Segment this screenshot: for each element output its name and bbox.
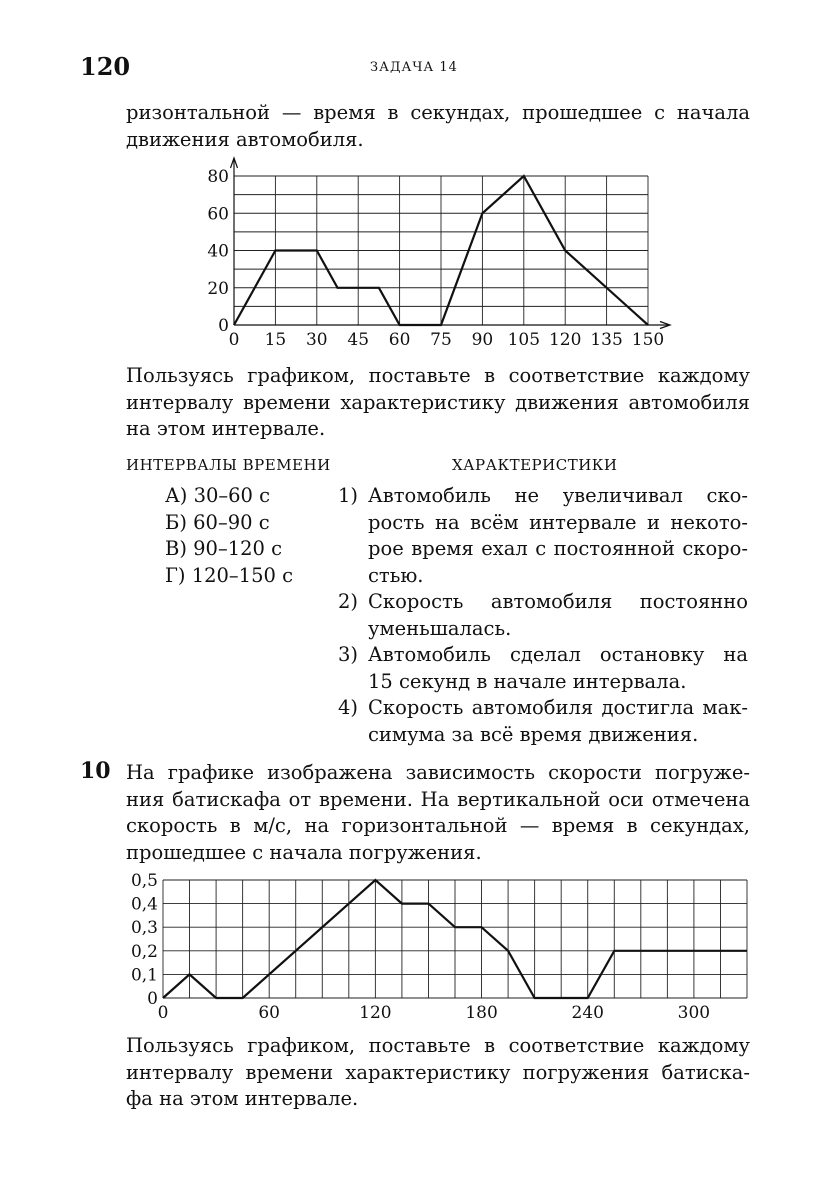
question-line: Пользуясь графиком, поставьте в соответствие каждому: [126, 364, 750, 387]
characteristic-number: 1): [338, 484, 359, 507]
interval-item: Б) 60–90 с: [165, 510, 270, 534]
car-speed-x-tick-label: 105: [507, 330, 541, 350]
car-speed-x-tick-label: 0: [228, 330, 240, 350]
car-speed-x-tick-label: 15: [264, 330, 287, 350]
car-speed-x-tick-label: 75: [430, 330, 452, 350]
characteristics-header: ХАРАКТЕРИСТИКИ: [452, 456, 618, 474]
car-speed-x-tick-label: 60: [388, 330, 411, 350]
bathyscaphe-speed-y-tick-label: 0,4: [130, 894, 158, 915]
intervals-list: [165, 483, 293, 589]
question-paragraph: [126, 363, 750, 443]
bathyscaphe-speed-y-tick-label: 0: [147, 989, 158, 1009]
task10-line: На графике изображена зависимость скорости погруже-: [126, 761, 750, 784]
characteristic-line: Автомобиль не увеличивал ско-: [368, 484, 748, 507]
car-speed-y-tick-label: 20: [207, 278, 229, 299]
car-speed-x-tick-label: 45: [347, 330, 370, 350]
characteristic-line: рое время ехал с постоянной скоро-: [368, 537, 748, 560]
characteristic-line: Скорость автомобиля постоянно: [368, 590, 748, 613]
bathyscaphe-speed-y-tick-label: 0,2: [130, 941, 158, 962]
characteristic-line: Автомобиль сделал остановку на: [368, 643, 748, 666]
task10-line: прошедшее с начала погружения.: [126, 840, 482, 864]
characteristic-number: 4): [338, 696, 359, 719]
bathyscaphe-speed-x-tick-label: 180: [465, 1003, 498, 1023]
car-speed-x-tick-label: 150: [631, 330, 665, 350]
car-speed-x-tick-label: 135: [590, 330, 623, 350]
bathyscaphe-speed-x-tick-label: 120: [359, 1003, 392, 1023]
running-title: ЗАДАЧА 14: [370, 60, 458, 75]
interval-item: В) 90–120 с: [165, 537, 283, 560]
task10-paragraph: [126, 760, 750, 866]
interval-item: А) 30–60 с: [165, 484, 271, 507]
intervals-header: ИНТЕРВАЛЫ ВРЕМЕНИ: [126, 456, 331, 474]
task10-question-line: Пользуясь графиком, поставьте в соответствие каждому: [126, 1034, 750, 1057]
characteristic-line: 15 секунд в начале интервала.: [368, 669, 687, 693]
interval-item: Г) 120–150 с: [165, 563, 294, 587]
characteristic-item: [338, 589, 748, 642]
question-line: интервалу времени характеристику движения автомобиля: [126, 390, 750, 414]
question-line: на этом интервале.: [126, 417, 326, 440]
task10-question: [126, 1033, 750, 1113]
bathyscaphe-speed-y-tick-label: 0,5: [130, 871, 158, 891]
characteristic-line: симума за всё время движения.: [368, 722, 699, 746]
intro-line: движения автомобиля.: [126, 127, 364, 151]
characteristic-line: уменьшалась.: [368, 616, 512, 640]
characteristic-item: [338, 695, 748, 748]
bathyscaphe-speed-x-tick-label: 300: [677, 1003, 711, 1023]
characteristic-line: стью.: [368, 563, 424, 587]
task10-line: скорость в м/с, на горизонтальной — время в секундах,: [126, 814, 750, 837]
task10-question-line: фа на этом интервале.: [126, 1087, 359, 1110]
characteristic-line: рость на всём интервале и некото-: [368, 510, 748, 534]
characteristic-number: 3): [338, 643, 359, 666]
characteristics-list: [338, 483, 748, 748]
page-number: 120: [80, 52, 131, 81]
car-speed-x-tick-label: 30: [305, 330, 328, 350]
bathyscaphe-speed-x-tick-label: 0: [157, 1003, 169, 1023]
car-speed-x-tick-label: 120: [548, 330, 582, 350]
task10-line: ния батискафа от времени. На вертикальной оси отмечена: [126, 787, 750, 811]
bathyscaphe-speed-y-tick-label: 0,3: [130, 918, 158, 939]
bathyscaphe-speed-x-tick-label: 240: [571, 1003, 604, 1023]
task-number: 10: [80, 758, 111, 784]
bathyscaphe-speed-y-tick-label: 0,1: [130, 965, 158, 986]
characteristic-item: [338, 642, 748, 695]
car-speed-y-tick-label: 0: [218, 316, 229, 336]
bathyscaphe-speed-x-tick-label: 60: [258, 1003, 281, 1023]
intro-line: ризонтальной — время в секундах, прошедшее с начала: [126, 101, 750, 124]
car-speed-y-tick-label: 80: [207, 167, 229, 187]
characteristic-number: 2): [338, 590, 359, 613]
task10-question-line: интервалу времени характеристику погружения батиска-: [126, 1060, 750, 1084]
car-speed-y-tick-label: 60: [207, 204, 229, 225]
car-speed-x-tick-label: 90: [471, 330, 494, 350]
characteristic-item: [338, 483, 748, 589]
car-speed-y-tick-label: 40: [207, 241, 229, 262]
characteristic-line: Скорость автомобиля достигла мак-: [368, 696, 748, 719]
